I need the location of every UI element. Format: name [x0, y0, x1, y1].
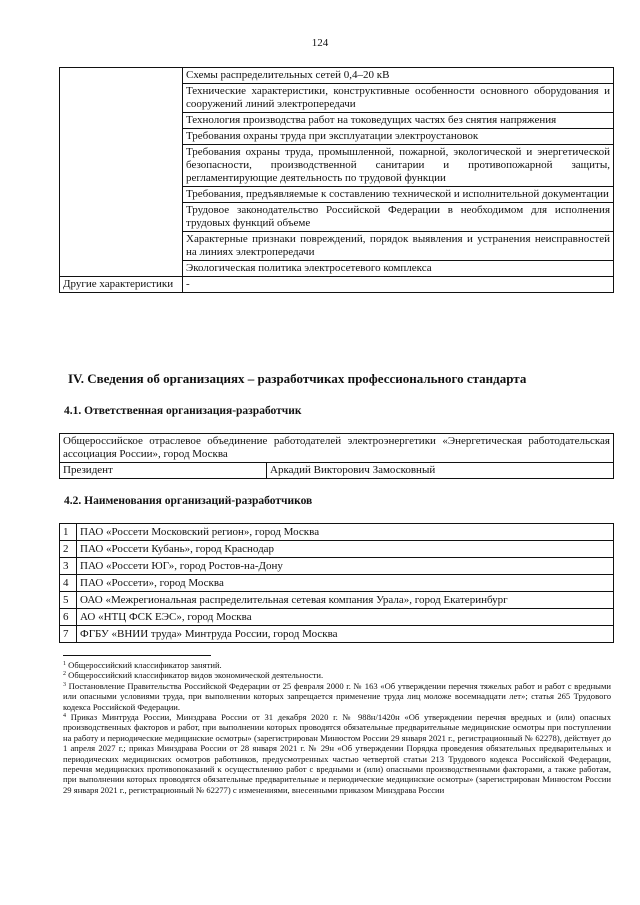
knowledge-table: [59, 67, 614, 293]
table-row: [60, 558, 614, 575]
developer-number: 3: [60, 558, 77, 575]
developers-heading: 4.2. Наименования организаций-разработчиков: [64, 495, 313, 507]
developer-number: 6: [60, 609, 77, 626]
knowledge-item: Требования охраны труда при эксплуатации электроустановок: [183, 129, 614, 145]
knowledge-item: Трудовое законодательство Российской Федерации в необходимом для исполнения трудовых функций объеме: [183, 203, 614, 232]
knowledge-item: Требования охраны труда, промышленной, пожарной, экологической и энергетической безопасности, производственной санитарии и противопожарной защиты, регламентирующие деятельность по трудовой функции: [183, 145, 614, 187]
knowledge-item: Технология производства работ на токоведущих частях без снятия напряжения: [183, 113, 614, 129]
knowledge-item: Экологическая политика электросетевого комплекса: [183, 261, 614, 277]
footnote-text: Общероссийский классификатор видов экономической деятельности.: [68, 670, 324, 681]
table-row: [60, 434, 614, 463]
table-row: [60, 277, 614, 293]
footnote: [63, 670, 611, 680]
section-title: IV. Сведения об организациях – разработчиках профессионального стандарта: [68, 371, 527, 386]
responsible-org-heading: 4.1. Ответственная организация-разработчик: [64, 405, 302, 417]
page-number: 124: [311, 37, 329, 49]
table-row: [60, 609, 614, 626]
developer-number: 1: [60, 524, 77, 541]
developer-name: АО «НТЦ ФСК ЕЭС», город Москва: [77, 609, 614, 626]
footnote-mark: 3: [63, 681, 66, 688]
table-row: [60, 626, 614, 643]
developer-name: ФГБУ «ВНИИ труда» Минтруда России, город Москва: [77, 626, 614, 643]
table-row: [60, 575, 614, 592]
responsible-org-position: Президент: [60, 463, 267, 479]
footnote-mark: 2: [63, 671, 66, 678]
footnote: [63, 712, 611, 795]
responsible-org-name: Общероссийское отраслевое объединение работодателей электроэнергетики «Энергетическая работодательская ассоциация России», город Москва: [60, 434, 614, 463]
footnotes: [63, 660, 611, 795]
knowledge-label-cell: [60, 68, 183, 277]
developer-name: ПАО «Россети Кубань», город Краснодар: [77, 541, 614, 558]
other-characteristics-label: Другие характеристики: [60, 277, 183, 293]
developer-name: ПАО «Россети ЮГ», город Ростов-на-Дону: [77, 558, 614, 575]
knowledge-item: Требования, предъявляемые к составлению технической и исполнительной документации: [183, 187, 614, 203]
developer-number: 5: [60, 592, 77, 609]
developer-number: 2: [60, 541, 77, 558]
knowledge-item: Технические характеристики, конструктивные особенности основного оборудования и сооружений линий электропередачи: [183, 84, 614, 113]
developer-number: 7: [60, 626, 77, 643]
responsible-org-person: Аркадий Викторович Замосковный: [267, 463, 614, 479]
developers-table: [59, 523, 614, 643]
footnote: [63, 660, 611, 670]
footnote-text: Постановление Правительства Российской Федерации от 25 февраля 2000 г. № 163 «Об утверждении перечня тяжелых работ и работ с вредными или опасными условиями труда, при выполнении которых запрещается применение труда лиц моложе восемнадцати лет»; статья 265 Трудового кодекса Российской Федерации.: [63, 680, 611, 712]
responsible-org-table: [59, 433, 614, 479]
table-row: [60, 68, 614, 84]
knowledge-item: Схемы распределительных сетей 0,4–20 кВ: [183, 68, 614, 84]
table-row: [60, 463, 614, 479]
developer-number: 4: [60, 575, 77, 592]
footnote-text: Приказ Минтруда России, Минздрава России от 31 декабря 2020 г. № 988н/1420н «Об утверждении перечня вредных и (или) опасных производственных факторов и работ, при выполнении которых проводятся обязательные предварительные медицинские осмотры при поступлении на работу и периодические медицинские осмотры» (зарегистрирован Минюстом России 29 января 2021 г., регистрационный № 62278), действует до 1 апреля 2027 г.; приказ Минздрава России от 28 января 2021 г. № 29н «Об утверждении Порядка проведения обязательных предварительных и периодических медицинских осмотров работников, предусмотренных частью четвертой статьи 213 Трудового кодекса Российской Федерации, перечня медицинских противопоказаний к осуществлению работ с вредными и (или) опасными производственными факторами, а также работам, при выполнении которых проводятся обязательные предварительные и периодические медицинские осмотры» (зарегистрирован Минюстом России 29 января 2021 г., регистрационный № 62277) с изменениями, внесенными приказом Минздрава России: [63, 712, 611, 795]
developer-name: ОАО «Межрегиональная распределительная сетевая компания Урала», город Екатеринбург: [77, 592, 614, 609]
footnote-text: Общероссийский классификатор занятий.: [68, 660, 222, 670]
other-characteristics-value: -: [183, 277, 614, 293]
knowledge-item: Характерные признаки повреждений, порядок выявления и устранения неисправностей на линиях электропередачи: [183, 232, 614, 261]
table-row: [60, 524, 614, 541]
footnote: [63, 681, 611, 712]
table-row: [60, 541, 614, 558]
table-row: [60, 592, 614, 609]
developer-name: ПАО «Россети», город Москва: [77, 575, 614, 592]
developer-name: ПАО «Россети Московский регион», город Москва: [77, 524, 614, 541]
footnote-mark: 1: [63, 661, 66, 667]
footnote-divider: [63, 655, 211, 656]
footnote-mark: 4: [63, 713, 66, 720]
